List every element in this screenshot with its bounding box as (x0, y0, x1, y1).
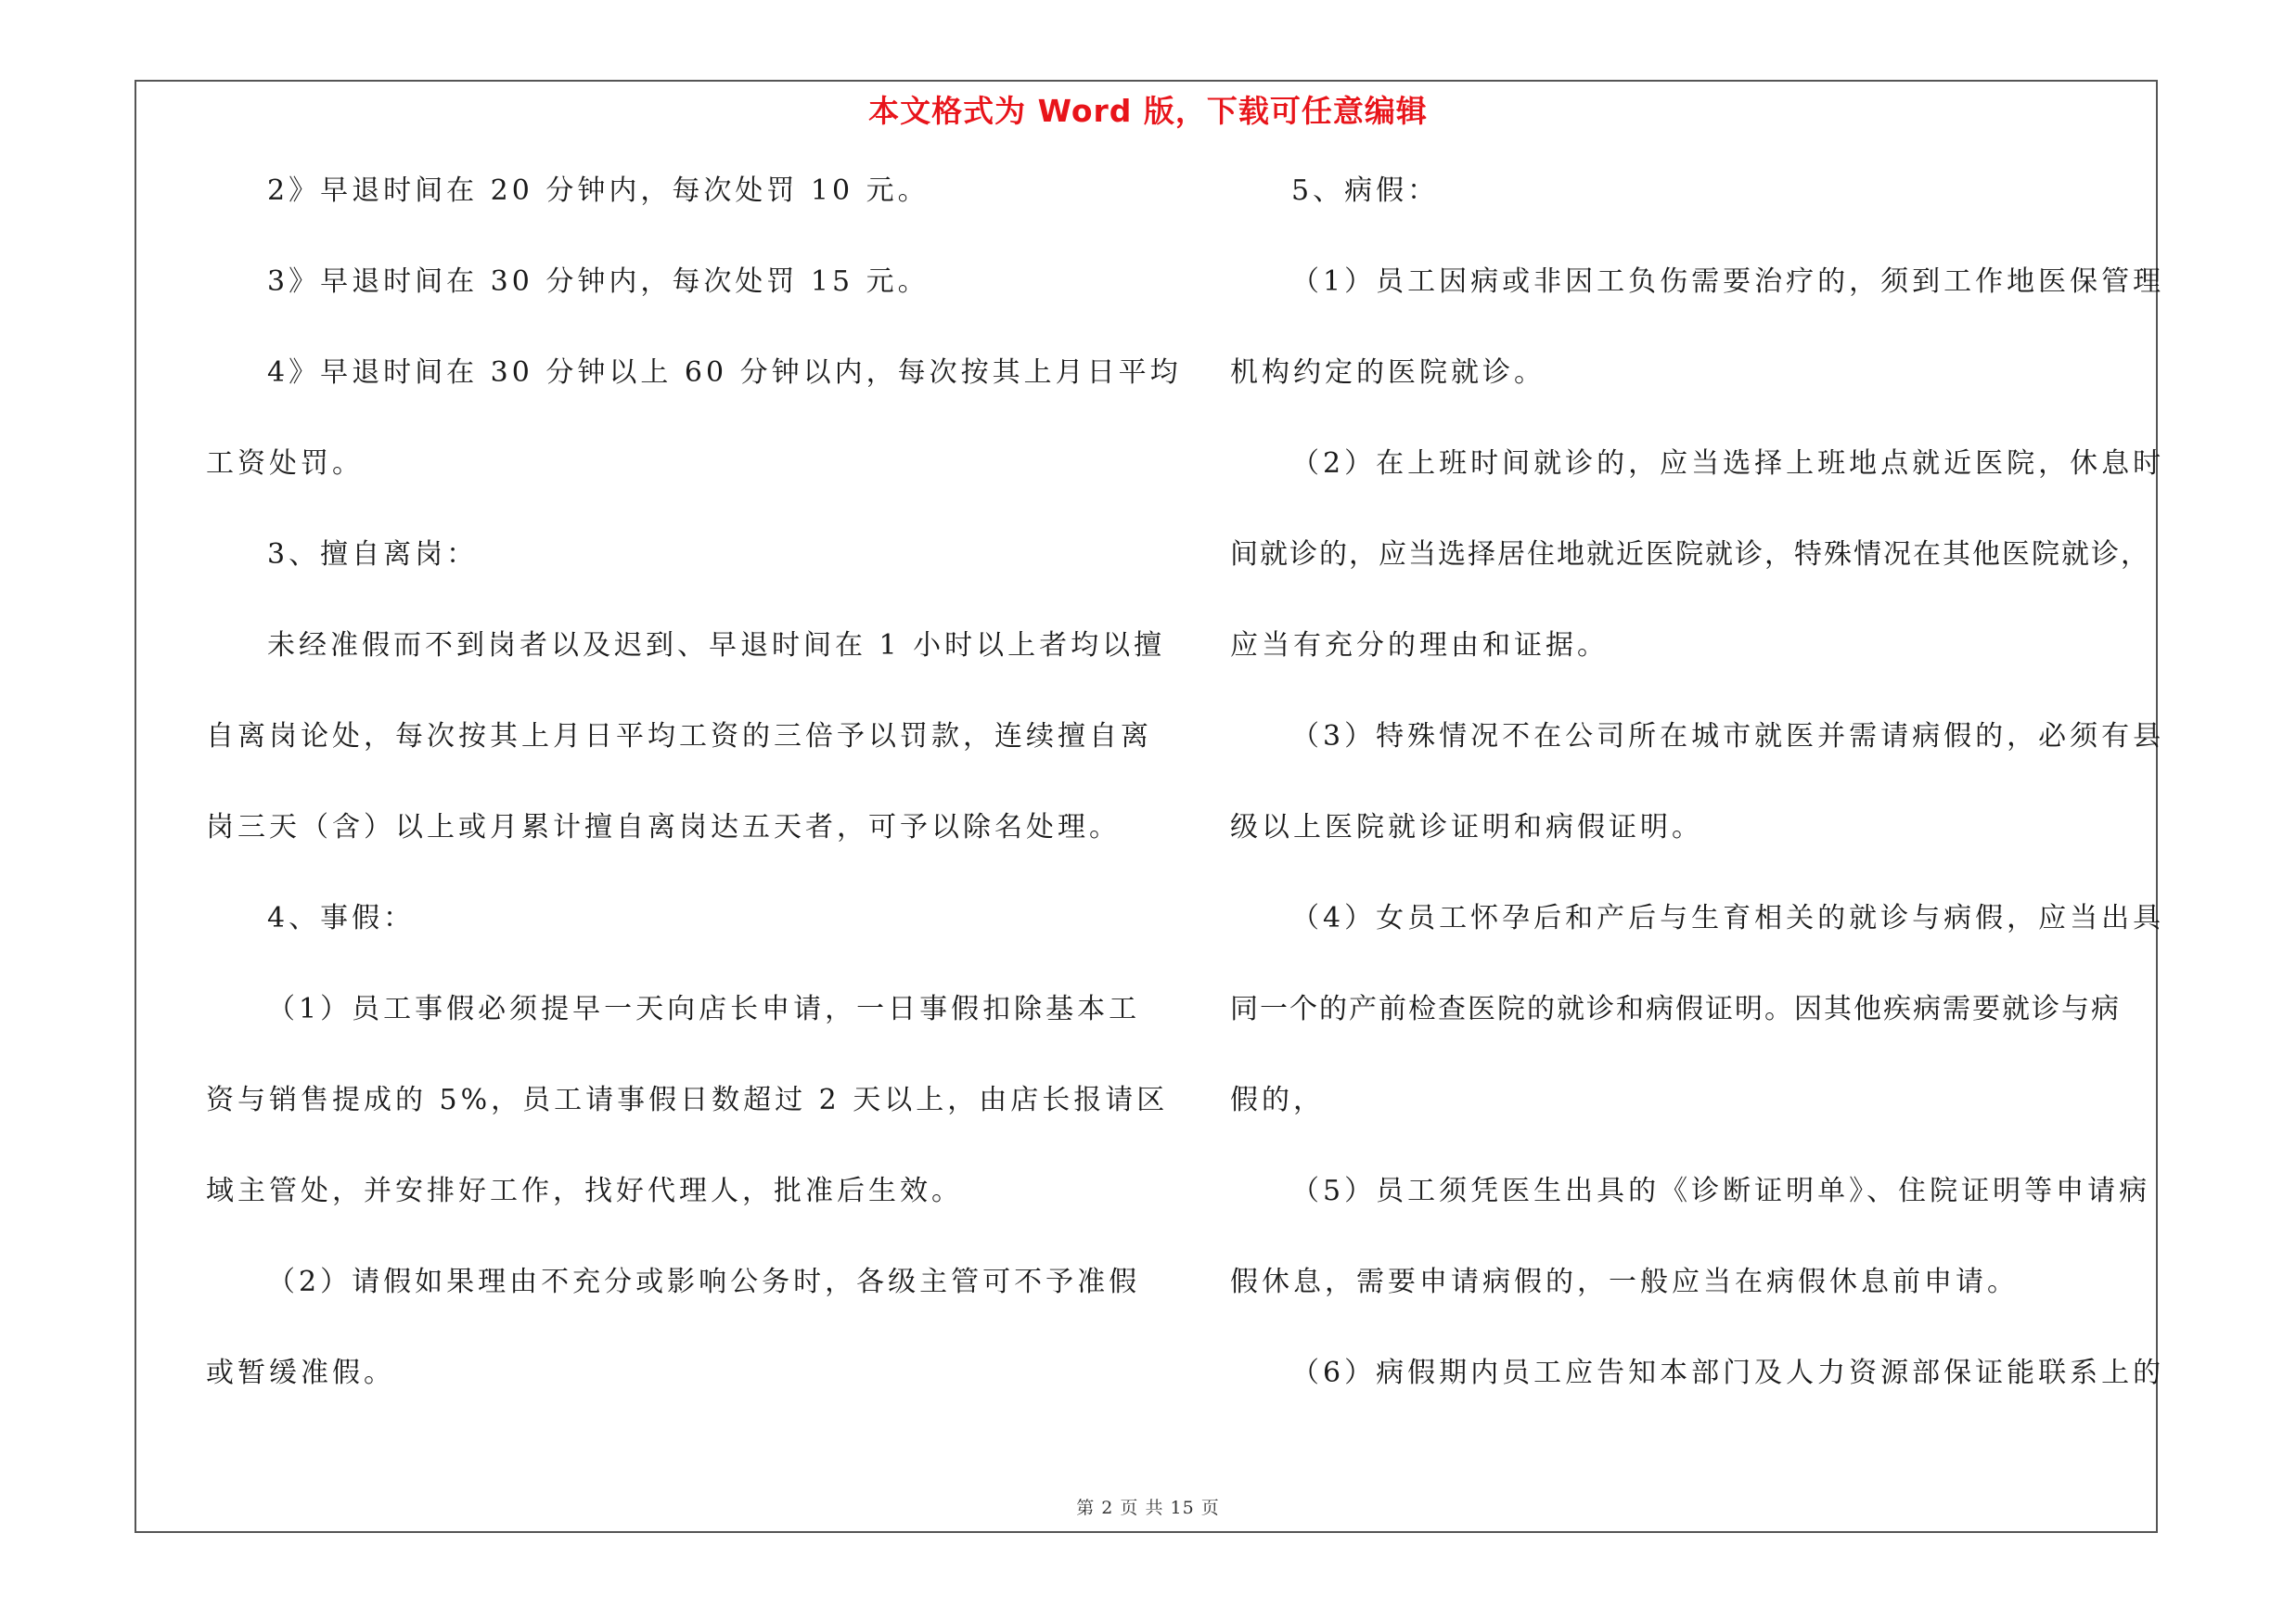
paragraph-line: 域主管处，并安排好工作，找好代理人，批准后生效。 (206, 1175, 963, 1207)
paragraph-line: 假休息，需要申请病假的，一般应当在病假休息前申请。 (1230, 1266, 2019, 1298)
paragraph-line: 应当有充分的理由和证据。 (1230, 629, 1609, 662)
paragraph-line: 机构约定的医院就诊。 (1230, 356, 1546, 389)
section-heading: 4、事假： (267, 902, 416, 934)
paragraph-line: （4）女员工怀孕后和产后与生育相关的就诊与病假，应当出具 (1291, 902, 2165, 934)
paragraph-line: 或暂缓准假。 (206, 1357, 395, 1389)
paragraph-line: 级以上医院就诊证明和病假证明。 (1230, 811, 1703, 844)
paragraph-line: （1）员工因病或非因工负伤需要治疗的，须到工作地医保管理 (1291, 265, 2165, 298)
paragraph-line: 3》早退时间在 30 分钟内，每次处罚 15 元。 (267, 265, 930, 298)
paragraph-line: （3）特殊情况不在公司所在城市就医并需请病假的，必须有县 (1291, 720, 2165, 753)
section-heading: 5、病假： (1291, 174, 1440, 207)
paragraph-line: （2）在上班时间就诊的，应当选择上班地点就近医院，休息时 (1291, 447, 2165, 480)
page-number: 第 2 页 共 15 页 (1076, 1498, 1220, 1518)
paragraph-line: （6）病假期内员工应告知本部门及人力资源部保证能联系上的 (1291, 1357, 2165, 1389)
paragraph-line: （5）员工须凭医生出具的《诊断证明单》、住院证明等申请病 (1291, 1175, 2151, 1207)
paragraph-line: 4》早退时间在 30 分钟以上 60 分钟以内，每次按其上月日平均 (267, 356, 1182, 389)
paragraph-line: 自离岗论处，每次按其上月日平均工资的三倍予以罚款，连续擅自离 (206, 720, 1152, 753)
format-banner: 本文格式为 Word 版，下载可任意编辑 (868, 93, 1428, 129)
paragraph-line: 未经准假而不到岗者以及迟到、早退时间在 1 小时以上者均以擅 (267, 629, 1166, 662)
paragraph-line: 间就诊的，应当选择居住地就近医院就诊，特殊情况在其他医院就诊， (1230, 538, 2150, 571)
paragraph-line: （2）请假如果理由不充分或影响公务时，各级主管可不予准假 (267, 1266, 1141, 1298)
paragraph-line: （1）员工事假必须提早一天向店长申请，一日事假扣除基本工 (267, 993, 1141, 1025)
paragraph-line: 岗三天（含）以上或月累计擅自离岗达五天者，可予以除名处理。 (206, 811, 1121, 844)
paragraph-line: 同一个的产前检查医院的就诊和病假证明。因其他疾病需要就诊与病 (1230, 993, 2121, 1025)
section-heading: 3、擅自离岗： (267, 538, 479, 571)
paragraph-line: 2》早退时间在 20 分钟内，每次处罚 10 元。 (267, 174, 930, 207)
paragraph-line: 工资处罚。 (206, 447, 364, 480)
paragraph-line: 假的， (1230, 1084, 1325, 1116)
paragraph-line: 资与销售提成的 5%，员工请事假日数超过 2 天以上，由店长报请区 (206, 1084, 1169, 1116)
